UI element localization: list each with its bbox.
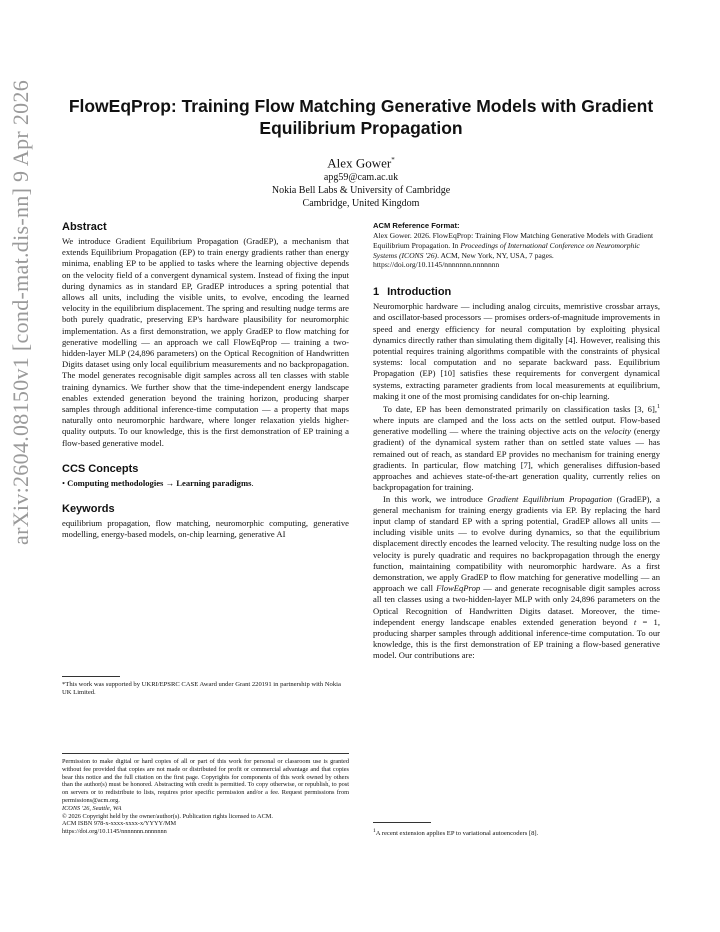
author-location: Cambridge, United Kingdom — [302, 198, 420, 210]
intro-heading — [373, 286, 660, 298]
intro-paragraph-2 — [373, 402, 660, 493]
ccs-concept-text: Computing methodologies → Learning paradigms — [67, 477, 252, 488]
right-footnote-text: A recent extension applies EP to variational autoencoders [8]. — [375, 830, 539, 838]
permission-block — [62, 753, 349, 836]
intro-p2-emphasis: velocity — [604, 426, 631, 437]
ccs-concepts — [62, 478, 349, 489]
author-affiliation: Nokia Bell Labs & University of Cambridge — [271, 185, 451, 197]
keywords-text: equilibrium propagation, flow matching, neuromorphic computing, generative modelling, energy-based models, on-chip learning, generative AI — [62, 518, 349, 540]
intro-p3-c: — and generate recognisable digit samples across all ten classes using a two-hidden-layer MLP with only 24,896 parameters on the Optical Recognition of Handwritten Digits dataset. Moreover, the time-independent energy landscape enables extended generation beyond — [373, 583, 660, 627]
right-footnote-block — [373, 822, 660, 839]
abstract-text: We introduce Gradient Equilibrium Propagation (GradEP), a mechanism that extends Equilibrium Propagation (EP) to train energy gradients rather than energy minima, enabling EP to be applied to tasks where the learning objective depends on the velocity field of a convergent dynamical system. Instead of fixing the input during dynamics as in standard EP, GradEP introduces a spring potential that allows all units, including the visible units, to evolve, encoding the learned velocity in the equilibrium displacement. The spring and resulting nudge terms are both purely quadratic, preserving EP's hardware plausibility for neuromorphic implementation. As a first demonstration, we apply GradEP to flow matching for generative modelling — an approach we call FlowEqProp — training a two-hidden-layer MLP (24,896 parameters) on the Optical Recognition of Handwritten Digits dataset using only local equilibrium measurements and no backpropagation. The model generates recognisable digit samples across all ten classes with stable training dynamics. We further show that the time-independent energy landscape enables extended generation beyond the training horizon, producing sharper samples through additional inference-time computation — a property that maps naturally onto neuromorphic hardware, where longer relaxation yields higher-quality outputs. To our knowledge, this is the first demonstration of EP training a flow-based generative model. — [62, 236, 349, 448]
intro-p3-b: (GradEP), a general mechanism for training energy gradients via EP. By replacing the hard input clamp of standard EP with a spring potential, GradEP allows all units — including visible units — to evolve during dynamics, so that the equilibrium displacement directly encodes the learned velocity. The resulting nudge loss on the velocity is purely quadratic and requires no backpropagation through the energy function, maintaining compatibility with neuromorphic hardware. As a first demonstration, we apply GradEP to flow matching for generative modelling — an approach we call — [373, 493, 660, 594]
intro-p3-emphasis-1: Gradient Equilibrium Propagation — [487, 493, 613, 504]
ccs-end: . — [251, 477, 254, 488]
author-name: Alex Gower — [327, 155, 392, 171]
author-block — [62, 152, 660, 210]
right-footnote-rule — [373, 822, 431, 823]
author-email: apg59@cam.ac.uk — [323, 172, 399, 184]
intro-p3-math-t: t — [633, 616, 637, 627]
intro-paragraph-1: Neuromorphic hardware — including analog circuits, memristive crossbar arrays, and oscillator-based processors — promises orders-of-magnitude improvements in speed and energy efficiency for neural computation by exploiting physical dynamics directly rather than simulating them digitally [4]. However, realising this potential requires training algorithms compatible with the constraints of physical systems: local computation and no separate backward pass. Equilibrium Propagation (EP) [10] satisfies these requirements for convergent dynamical systems, extracting parameter gradients from local measurements at equilibrium, making it one of the most promising candidates for on-chip learning. — [373, 301, 660, 401]
footnote-rule — [62, 676, 120, 677]
intro-p2-b: where inputs are clamped and the loss acts on the settled output. Flow-based generative modelling — where the training objective acts on the — [373, 415, 660, 437]
footnote-marker: 1 — [657, 404, 660, 411]
abstract-heading: Abstract — [62, 221, 107, 233]
acm-reference-heading: ACM Reference Format: — [373, 221, 460, 230]
isbn-line: ACM ISBN 978-x-xxxx-xxxx-x/YYYY/MM — [62, 820, 177, 828]
intro-paragraph-3 — [373, 494, 660, 662]
ccs-heading: CCS Concepts — [62, 462, 139, 475]
conference-venue: ICONS '26, Seattle, WA — [62, 804, 122, 812]
arxiv-identifier: arXiv:2604.08150v1 [cond-mat.dis-nn] 9 Apr 2026 — [8, 79, 33, 545]
author-footnote-mark: * — [391, 156, 395, 164]
intro-p3-a: In this work, we introduce — [383, 493, 488, 504]
paper-title: FlowEqProp: Training Flow Matching Generative Models with Gradient Equilibrium Propagation — [68, 96, 654, 138]
intro-p3-emphasis-2: FlowEqProp — [436, 583, 481, 594]
intro-p3-d: = 1, producing sharper samples through additional inference-time computation. To our knowledge, this is the first demonstration of EP training a flow-based generative model. Our contributions are: — [373, 616, 661, 661]
author-name-line — [62, 152, 660, 171]
permission-text: Permission to make digital or hard copies of all or part of this work for personal or classroom use is granted without fee provided that copies are not made or distributed for profit or commercial advantage and that copies bear this notice and the full citation on the first page. Copyrights for components of this work owned by others than the author(s) must be honored. Abstracting with credit is permitted. To copy otherwise, or republish, to post on servers or to redistribute to lists, requires prior specific permission and/or a fee. Request permissions from permissions@acm.org. — [62, 758, 349, 804]
left-column — [62, 221, 349, 540]
left-footnote-block — [62, 676, 349, 698]
keywords-heading: Keywords — [62, 503, 115, 516]
permission-rule — [62, 753, 349, 754]
right-column — [373, 221, 660, 662]
ccs-bullet: • — [62, 477, 66, 488]
acm-reference-suffix: . ACM, New York, NY, USA, 7 pages. https://doi.org/10.1145/nnnnnnn.nnnnnnn — [373, 250, 554, 270]
acm-reference-prefix: Alex Gower. 2026. FlowEqProp: Training Flow Matching Generative Models with Gradient Equilibrium Propagation. In — [373, 231, 654, 250]
copyright-line: © 2026 Copyright held by the owner/author(s). Publication rights licensed to ACM. — [62, 812, 273, 820]
intro-p2-a: To date, EP has been demonstrated primarily on classification tasks [3, 6], — [383, 403, 657, 414]
intro-section-number: 1 — [373, 286, 380, 299]
funding-footnote: *This work was supported by UKRI/EPSRC CASE Award under Grant 220191 in partnership with Nokia UK Limited. — [62, 681, 341, 697]
acm-reference-venue: Proceedings of International Conference on Neuromorphic Systems (ICONS '26) — [373, 240, 640, 260]
right-footnote — [373, 827, 660, 839]
acm-reference-text — [373, 231, 660, 270]
intro-section-title: Introduction — [387, 286, 452, 299]
doi-line: https://doi.org/10.1145/nnnnnnn.nnnnnnn — [62, 828, 167, 836]
right-footnote-mark: 1 — [373, 828, 376, 834]
intro-p2-c: (energy gradient) of the dynamical system rather than on settled state values — has remained out of reach, as standard EP provides no mechanism for training energy gradients. In particular, flow matching [7], which generalises diffusion-based approaches and achieves state-of-the-art generation quality, currently relies on backpropagation for training. — [373, 426, 660, 493]
